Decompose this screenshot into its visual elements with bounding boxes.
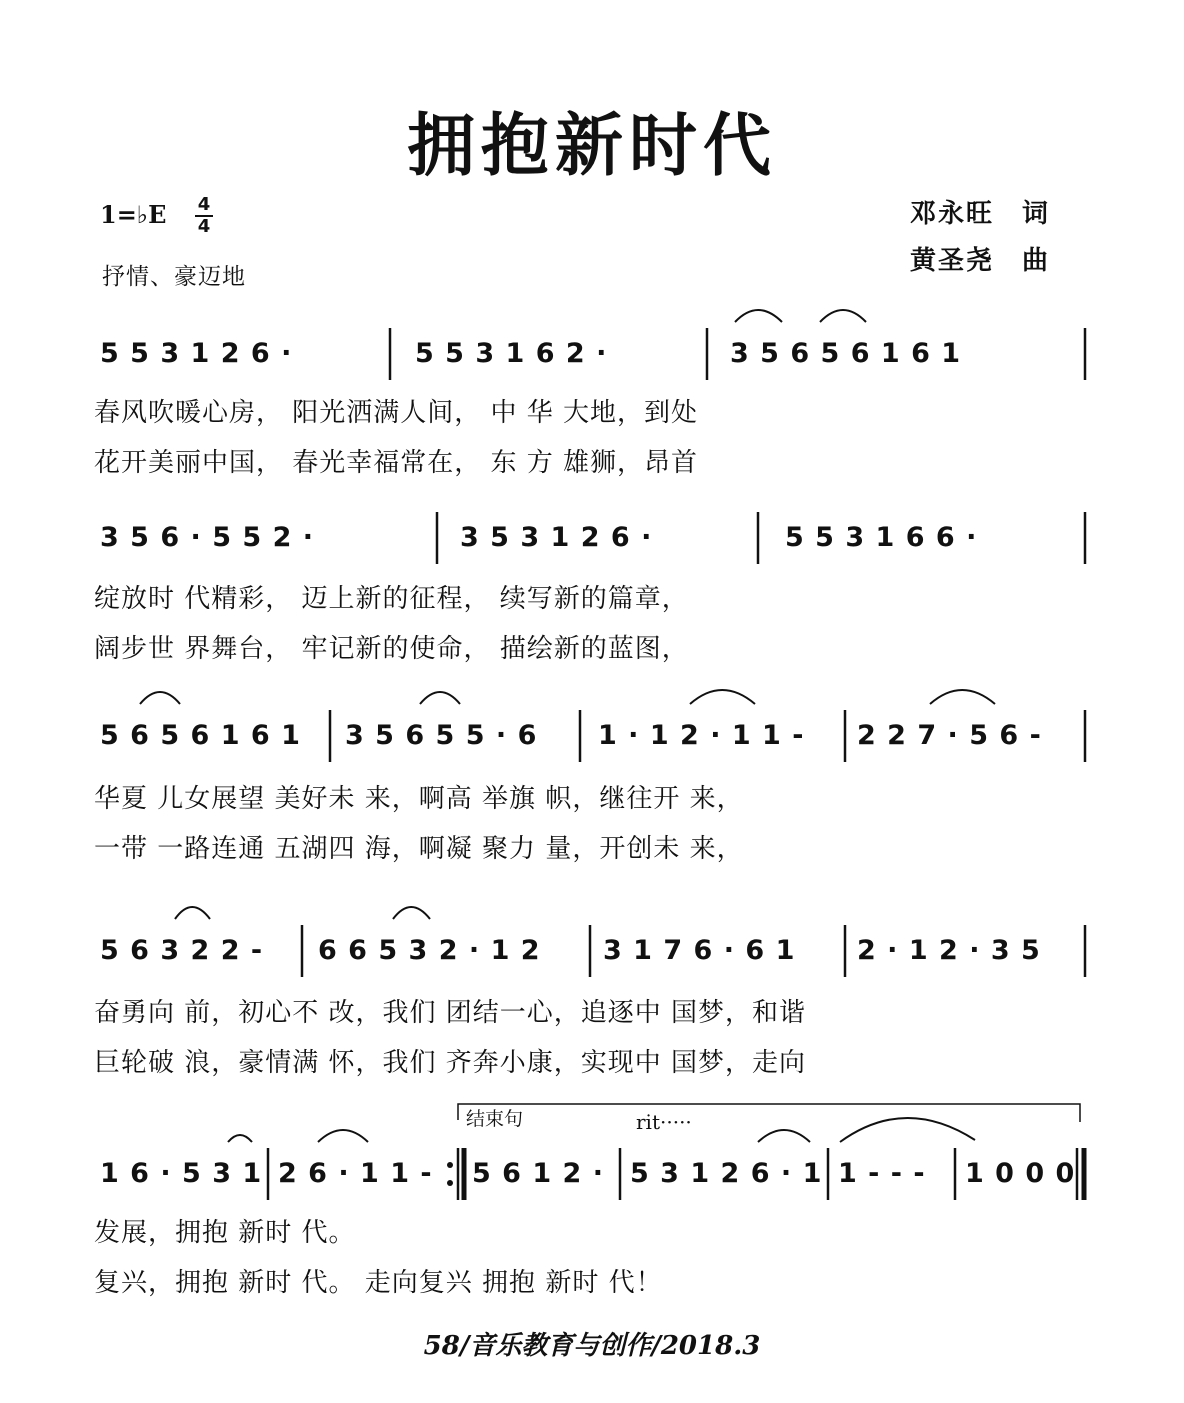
system-3-lyrics-verse-1: 华夏 儿女展望 美好未 来，啊高 举旗 帜，继往开 来，: [94, 784, 744, 814]
system-5-lyrics-verse-1: 发展，拥抱 新时 代。: [94, 1218, 356, 1248]
time-signature-bottom: 4: [197, 216, 211, 237]
system-5-measure-4: 5 3 1 2 6 · 1: [630, 1158, 823, 1189]
system-2-measure-3: 5 5 3 1 6 6 ·: [785, 522, 978, 553]
repeat-dot: [447, 1180, 453, 1186]
system-2-lyrics-verse-2: 阔步世 界舞台， 牢记新的使命， 描绘新的蓝图，: [94, 634, 689, 664]
system-5-lyrics-verse-2: 复兴，拥抱 新时 代。 走向复兴 拥抱 新时 代！: [94, 1268, 663, 1298]
final-and-repeat-barlines: [447, 1148, 1084, 1200]
system-5-measure-5: 1 - - -: [838, 1158, 926, 1189]
system-1-measure-1: 5 5 3 1 2 6 ·: [100, 338, 293, 369]
system-4-measure-1: 5 6 3 2 2 -: [100, 935, 264, 966]
system-3-measure-1: 5 6 5 6 1 6 1: [100, 720, 301, 751]
system-4-measure-4: 2 · 1 2 · 3 5: [857, 935, 1041, 966]
system-1-lyrics-verse-1: 春风吹暖心房， 阳光洒满人间， 中 华 大地，到处: [94, 398, 699, 428]
system-1-measure-3: 3 5 6 5 6 1 6 1: [730, 338, 962, 369]
system-3-measure-2: 3 5 6 5 5 · 6: [345, 720, 538, 751]
slur: [318, 1130, 368, 1142]
ritardando-marking: rit·····: [636, 1110, 692, 1134]
system-3-lyrics-verse-2: 一带 一路连通 五湖四 海，啊凝 聚力 量，开创未 来，: [94, 834, 744, 864]
slur: [820, 310, 866, 322]
song-title: 拥抱新时代: [406, 107, 777, 186]
slurs: [140, 310, 995, 1142]
slur: [175, 907, 210, 919]
tempo-marking: 抒情、豪迈地: [102, 264, 246, 290]
system-2-measure-1: 3 5 6 · 5 5 2 ·: [100, 522, 315, 553]
ending-bracket-line: [458, 1104, 1080, 1122]
system-4-lyrics-verse-2: 巨轮破 浪，豪情满 怀，我们 齐奔小康，实现中 国梦，走向: [94, 1048, 807, 1078]
system-4-lyrics-verse-1: 奋勇向 前，初心不 改，我们 团结一心，追逐中 国梦，和谐: [94, 998, 807, 1028]
slur: [735, 310, 782, 322]
lyricist-credit: 邓永旺 词: [910, 199, 1051, 229]
barlines: [268, 328, 1085, 1200]
system-4-measure-3: 3 1 7 6 · 6 1: [603, 935, 796, 966]
slur: [420, 692, 460, 704]
system-3-measure-3: 1 · 1 2 · 1 1 -: [598, 720, 805, 751]
slur: [228, 1135, 252, 1142]
composer-credit: 黄圣尧 曲: [910, 246, 1051, 276]
slur: [758, 1130, 810, 1142]
system-2-measure-2: 3 5 3 1 2 6 ·: [460, 522, 653, 553]
system-5-measure-3: 5 6 1 2 ·: [472, 1158, 605, 1189]
system-4-measure-2: 6 6 5 3 2 · 1 2: [318, 935, 541, 966]
time-signature-top: 4: [197, 194, 211, 215]
ending-label: 结束句: [466, 1108, 524, 1130]
slur: [930, 690, 995, 704]
ending-bracket: [458, 1104, 1080, 1122]
system-5-measure-1: 1 6 · 5 3 1: [100, 1158, 263, 1189]
system-2-lyrics-verse-1: 绽放时 代精彩， 迈上新的征程， 续写新的篇章，: [94, 584, 689, 614]
system-3-measure-4: 2 2 7 · 5 6 -: [857, 720, 1042, 751]
system-1-lyrics-verse-2: 花开美丽中国， 春光幸福常在， 东 方 雄狮，昂首: [94, 448, 699, 478]
slur: [140, 692, 180, 704]
slur: [690, 690, 755, 704]
system-5-measure-2: 2 6 · 1 1 -: [278, 1158, 433, 1189]
key-signature: 1=♭E: [100, 200, 167, 229]
repeat-dot: [447, 1162, 453, 1168]
slur: [840, 1118, 975, 1142]
system-5-measure-6: 1 0 0 0: [965, 1158, 1076, 1189]
page-footer: 58/音乐教育与创作/2018.3: [423, 1331, 761, 1361]
slur: [393, 907, 430, 919]
system-1-measure-2: 5 5 3 1 6 2 ·: [415, 338, 608, 369]
